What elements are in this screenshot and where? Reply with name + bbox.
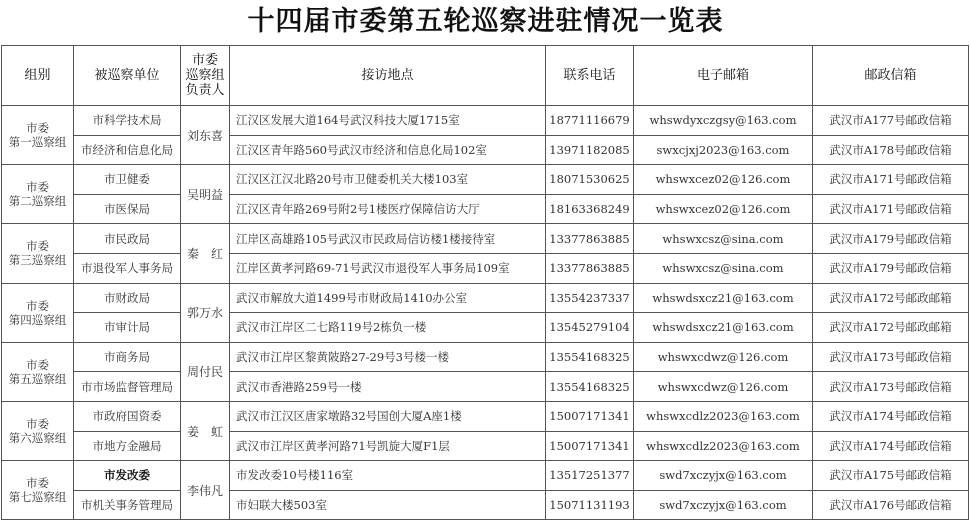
table-row (2, 253, 969, 283)
email-cell: whswxcsz@sina.com (634, 224, 813, 254)
mail-cell: 武汉市A172号邮政邮箱 (813, 313, 969, 343)
group-cell (2, 283, 74, 342)
email-cell: whswdsxcz21@163.com (634, 283, 813, 313)
header-address: 接访地点 (230, 46, 546, 106)
unit-cell: 市科学技术局 (74, 106, 181, 136)
email-cell: whswxcdlz2023@163.com (634, 401, 813, 431)
group-label-line2: 第七巡察组 (8, 490, 67, 505)
phone-cell: 18163368249 (546, 194, 634, 224)
table-row (2, 283, 969, 313)
header-mail: 邮政信箱 (813, 46, 969, 106)
mail-cell: 武汉市A178号邮政信箱 (813, 135, 969, 165)
address-cell: 武汉市香港路259号一楼 (230, 372, 546, 402)
group-label-line1: 市委 (26, 417, 49, 432)
address-cell: 武汉市江汉区唐家墩路32号国创大厦A座1楼 (230, 401, 546, 431)
unit-cell: 市商务局 (74, 342, 181, 372)
phone-cell: 18771116679 (546, 106, 634, 136)
header-leader-line2: 巡察组 (185, 68, 225, 83)
group-label-line1: 市委 (26, 121, 49, 136)
phone-cell: 13971182085 (546, 135, 634, 165)
group-cell (2, 165, 74, 224)
table-row (2, 490, 969, 520)
table-row (2, 401, 969, 431)
phone-cell: 13517251377 (546, 461, 634, 491)
group-cell (2, 401, 74, 460)
group-label-line2: 第二巡察组 (8, 194, 67, 209)
phone-cell: 13554168325 (546, 372, 634, 402)
mail-cell: 武汉市A174号邮政信箱 (813, 431, 969, 461)
phone-cell: 15007171341 (546, 431, 634, 461)
address-cell: 武汉市江岸区二七路119号2栋负一楼 (230, 313, 546, 343)
email-cell: whswxcez02@126.com (634, 194, 813, 224)
email-cell: swd7xczyjx@163.com (634, 461, 813, 491)
address-cell: 武汉市江岸区黄孝河路71号凯旋大厦F1层 (230, 431, 546, 461)
leader-cell: 周付民 (181, 342, 230, 401)
mail-cell: 武汉市A173号邮政信箱 (813, 342, 969, 372)
mail-cell: 武汉市A173号邮政信箱 (813, 372, 969, 402)
table-row (2, 194, 969, 224)
email-cell: whswxcdwz@126.com (634, 372, 813, 402)
leader-cell: 刘东喜 (181, 106, 230, 165)
table-row (2, 224, 969, 254)
header-leader-line1: 市委 (191, 53, 218, 68)
group-label-line2: 第三巡察组 (8, 253, 67, 268)
mail-cell: 武汉市A172号邮政邮箱 (813, 283, 969, 313)
unit-cell: 市医保局 (74, 194, 181, 224)
header-group: 组别 (2, 46, 74, 106)
address-cell: 江岸区高雄路105号武汉市民政局信访楼1楼接待室 (230, 224, 546, 254)
mail-cell: 武汉市A174号邮政信箱 (813, 401, 969, 431)
unit-cell: 市经济和信息化局 (74, 135, 181, 165)
unit-cell: 市市场监督管理局 (74, 372, 181, 402)
email-cell: swd7xczyjx@163.com (634, 490, 813, 520)
unit-cell: 市政府国资委 (74, 401, 181, 431)
header-email: 电子邮箱 (634, 46, 813, 106)
unit-cell: 市审计局 (74, 313, 181, 343)
address-cell: 江汉区发展大道164号武汉科技大厦1715室 (230, 106, 546, 136)
mail-cell: 武汉市A179号邮政信箱 (813, 253, 969, 283)
table-row (2, 372, 969, 402)
phone-cell: 15007171341 (546, 401, 634, 431)
address-cell: 武汉市解放大道1499号市财政局1410办公室 (230, 283, 546, 313)
phone-cell: 15071131193 (546, 490, 634, 520)
mail-cell: 武汉市A179号邮政信箱 (813, 224, 969, 254)
leader-cell: 郭万水 (181, 283, 230, 342)
email-cell: swxcjxj2023@163.com (634, 135, 813, 165)
phone-cell: 13554168325 (546, 342, 634, 372)
table-row (2, 135, 969, 165)
address-cell: 市妇联大楼503室 (230, 490, 546, 520)
unit-cell: 市地方金融局 (74, 431, 181, 461)
group-label-line1: 市委 (26, 180, 49, 195)
phone-cell: 13545279104 (546, 313, 634, 343)
unit-cell: 市退役军人事务局 (74, 253, 181, 283)
header-row (2, 46, 969, 106)
mail-cell: 武汉市A177号邮政信箱 (813, 106, 969, 136)
group-label-line2: 第六巡察组 (8, 431, 67, 446)
group-label-line1: 市委 (26, 298, 49, 313)
mail-cell: 武汉市A176号邮政信箱 (813, 490, 969, 520)
address-cell: 江汉区江汉北路20号市卫健委机关大楼103室 (230, 165, 546, 195)
table-row (2, 313, 969, 343)
address-cell: 江汉区青年路560号武汉市经济和信息化局102室 (230, 135, 546, 165)
table-row (2, 431, 969, 461)
email-cell: whswxcdwz@126.com (634, 342, 813, 372)
email-cell: whswxcsz@sina.com (634, 253, 813, 283)
group-cell (2, 461, 74, 520)
inspection-table (1, 45, 969, 520)
group-cell (2, 106, 74, 165)
unit-cell: 市发改委 (74, 461, 181, 491)
group-label-line2: 第四巡察组 (8, 312, 67, 327)
group-label-line2: 第一巡察组 (8, 135, 67, 150)
group-cell (2, 342, 74, 401)
leader-cell: 姜 虹 (181, 401, 230, 460)
page-title: 十四届市委第五轮巡察进驻情况一览表 (247, 6, 724, 37)
email-cell: whswxcdlz2023@163.com (634, 431, 813, 461)
table-row (2, 165, 969, 195)
phone-cell: 13377863885 (546, 224, 634, 254)
header-leader (181, 46, 230, 106)
unit-cell: 市机关事务管理局 (74, 490, 181, 520)
leader-cell: 秦 红 (181, 224, 230, 283)
address-cell: 市发改委10号楼116室 (230, 461, 546, 491)
header-unit: 被巡察单位 (74, 46, 181, 106)
phone-cell: 13554237337 (546, 283, 634, 313)
unit-cell: 市卫健委 (74, 165, 181, 195)
table-row (2, 342, 969, 372)
email-cell: whswdyxczgsy@163.com (634, 106, 813, 136)
table-row (2, 461, 969, 491)
table-row (2, 106, 969, 136)
phone-cell: 18071530625 (546, 165, 634, 195)
address-cell: 江汉区青年路269号附2号1楼医疗保障信访大厅 (230, 194, 546, 224)
address-cell: 武汉市江岸区黎黄陂路27-29号3号楼一楼 (230, 342, 546, 372)
email-cell: whswdsxcz21@163.com (634, 313, 813, 343)
group-label-line1: 市委 (26, 476, 49, 491)
header-leader-line3: 负责人 (185, 83, 225, 98)
leader-cell: 李伟凡 (181, 461, 230, 520)
mail-cell: 武汉市A175号邮政信箱 (813, 461, 969, 491)
group-cell (2, 224, 74, 283)
unit-cell: 市民政局 (74, 224, 181, 254)
group-label-line1: 市委 (26, 357, 49, 372)
group-label-line2: 第五巡察组 (8, 371, 67, 386)
mail-cell: 武汉市A171号邮政信箱 (813, 165, 969, 195)
phone-cell: 13377863885 (546, 253, 634, 283)
unit-cell: 市财政局 (74, 283, 181, 313)
header-phone: 联系电话 (546, 46, 634, 106)
group-label-line1: 市委 (26, 239, 49, 254)
leader-cell: 吴明益 (181, 165, 230, 224)
mail-cell: 武汉市A171号邮政信箱 (813, 194, 969, 224)
email-cell: whswxcez02@126.com (634, 165, 813, 195)
address-cell: 江岸区黄孝河路69-71号武汉市退役军人事务局109室 (230, 253, 546, 283)
